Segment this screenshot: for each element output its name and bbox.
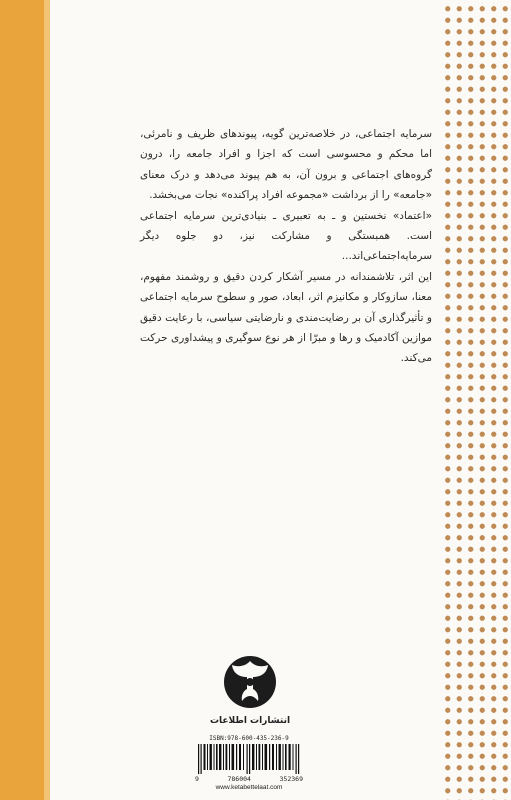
spine-band bbox=[0, 0, 44, 800]
publisher-emblem-icon bbox=[223, 655, 277, 709]
paragraph-3: این اثر، تلاشمندانه در مسیر آشکار کردن دقیق و روشمند مفهوم، معنا، سازوکار و مکانیزم اثر، ابعاد، صور و سطوح سرمایه اجتماعی و تأثیرگذاری آن بر رضایت‌مندی و نارضایتی سیاسی، با رعایت دقیق موازین آکادمیک و رها و مبرّا از هر نوع سوگیری و پیشداوری حرکت می‌کند. bbox=[140, 270, 432, 365]
back-cover-text bbox=[140, 124, 432, 369]
spine-edge bbox=[44, 0, 50, 800]
website-link[interactable]: www.ketabettelaat.com bbox=[215, 784, 283, 791]
isbn-label: ISBN:978-600-435-236-9 bbox=[209, 735, 289, 742]
paragraph-1: سرمایه اجتماعی، در خلاصه‌ترین گویه، پیوندهای ظریف و نامرئی، اما محکم و محسوسی است که اجزا و افراد جامعه را، درون گروه‌های اجتماعی و برون آن، به هم پیوند می‌دهد و درک معنای «جامعه» را از برداشت «مجموعه افراد پراکنده» نجات می‌بخشد. bbox=[140, 128, 432, 202]
barcode-block bbox=[189, 735, 309, 791]
barcode-digits bbox=[189, 775, 309, 783]
barcode-icon bbox=[194, 744, 304, 774]
paragraph-2: «اعتماد» نخستین و ـ به تعبیری ـ بنیادی‌ترین سرمایه اجتماعی است. همبستگی و مشارکت نیز، دو جلوه دیگر سرمایه‌اجتماعی‌اند... bbox=[140, 209, 432, 263]
barcode-digit-prefix: 9 bbox=[195, 775, 199, 783]
dot-pattern bbox=[441, 0, 511, 800]
publisher-name: انتشارات اطلاعات bbox=[209, 716, 291, 726]
barcode-digit-left: 786004 bbox=[227, 775, 251, 783]
barcode-digit-right: 352369 bbox=[279, 775, 303, 783]
